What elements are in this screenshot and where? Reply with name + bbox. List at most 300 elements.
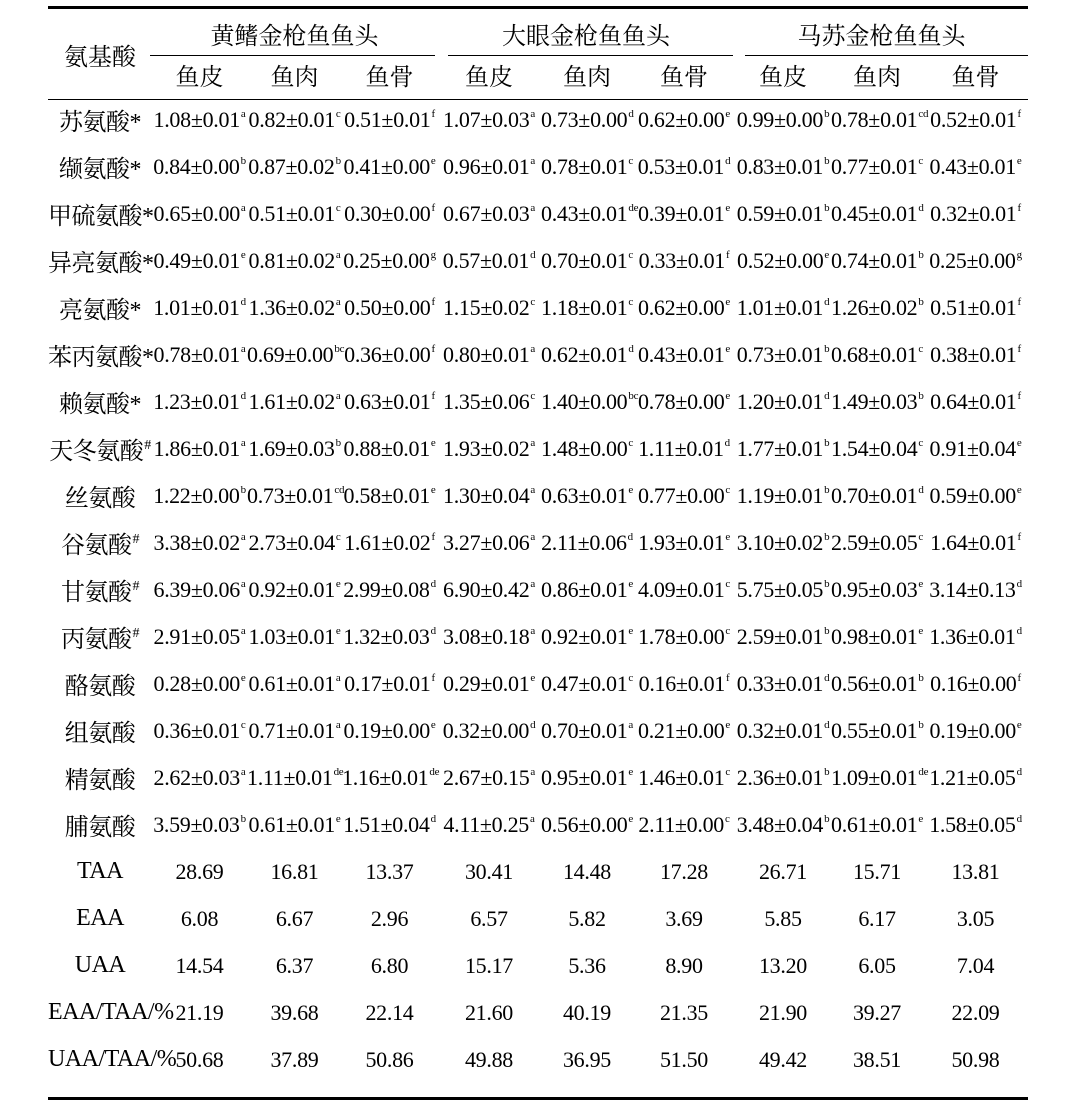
- value-cell: [735, 754, 831, 801]
- amino-acid-name: 天冬氨酸#: [49, 438, 151, 465]
- value-cell: [247, 284, 342, 331]
- cell-value: 1.23±0.01: [153, 388, 240, 414]
- significance-letter: f: [726, 248, 730, 261]
- value-cell: [437, 1036, 541, 1083]
- significance-letter: d: [628, 107, 634, 120]
- cell-value: 6.67: [275, 905, 314, 931]
- value-cell: [831, 237, 923, 284]
- cell-value: 0.56±0.00: [541, 811, 628, 837]
- value-cell: [247, 1036, 342, 1083]
- cell-value: 1.78±0.00: [638, 623, 725, 649]
- significance-letter: a: [240, 107, 246, 120]
- group-header: 大眼金枪鱼鱼头: [502, 23, 670, 50]
- top-rule: [48, 6, 1028, 9]
- value-cell: [437, 472, 541, 519]
- significance-letter: d: [724, 436, 730, 449]
- value-cell: [831, 613, 923, 660]
- value-cell: [437, 425, 541, 472]
- cell-value: 0.29±0.01: [443, 670, 530, 696]
- cell-value: 1.26±0.02: [831, 294, 918, 320]
- value-cell: [923, 1036, 1028, 1083]
- cell-value: 50.86: [365, 1046, 414, 1072]
- value-cell: [831, 425, 923, 472]
- value-cell: [633, 942, 735, 989]
- cell-value: 3.14±0.13: [929, 576, 1016, 602]
- significance-letter: b: [824, 436, 830, 449]
- cell-value: 0.43±0.01: [638, 341, 725, 367]
- value-cell: [831, 472, 923, 519]
- cell-value: 16.81: [270, 858, 319, 884]
- cell-value: 0.95±0.01: [541, 764, 628, 790]
- significance-letter: f: [1017, 342, 1021, 355]
- corner-header: 氨基酸: [64, 45, 136, 71]
- significance-letter: e: [335, 577, 341, 590]
- significance-letter: a: [628, 718, 633, 731]
- significance-letter: de: [628, 201, 639, 214]
- value-cell: [247, 660, 342, 707]
- table-row: [48, 613, 1028, 660]
- significance-letter: d: [1016, 812, 1022, 825]
- cell-value: 14.48: [562, 858, 611, 884]
- cell-value: 0.43±0.01: [541, 200, 628, 226]
- significance-letter: b: [918, 718, 924, 731]
- value-cell: [633, 96, 735, 143]
- significance-letter: e: [430, 436, 436, 449]
- cell-value: 0.68±0.01: [831, 341, 918, 367]
- cell-value: 28.69: [175, 858, 224, 884]
- value-cell: [541, 989, 633, 1036]
- amino-acid-name: TAA: [77, 858, 123, 884]
- cell-value: 0.17±0.01: [344, 670, 431, 696]
- cell-value: 0.99±0.00: [736, 106, 824, 132]
- table-body: [48, 96, 1028, 1083]
- cell-value: 0.53±0.01: [637, 153, 725, 179]
- significance-letter: d: [918, 201, 924, 214]
- value-cell: [735, 613, 831, 660]
- group-header: 马苏金枪鱼鱼头: [797, 23, 966, 50]
- table-row: [48, 378, 1028, 425]
- significance-letter: a: [335, 671, 341, 684]
- significance-letter: de: [429, 765, 440, 778]
- significance-letter: c: [628, 436, 633, 449]
- value-cell: [923, 660, 1028, 707]
- cell-value: 0.74±0.01: [831, 247, 918, 273]
- significance-letter: e: [725, 201, 730, 214]
- value-cell: [633, 754, 735, 801]
- cell-value: 0.77±0.00: [638, 482, 725, 508]
- table-row: [48, 96, 1028, 143]
- significance-letter: e: [430, 718, 436, 731]
- cell-value: 2.59±0.01: [736, 623, 824, 649]
- cell-value: 0.83±0.01: [736, 153, 824, 179]
- cell-value: 0.92±0.01: [541, 623, 628, 649]
- significance-letter: d: [530, 248, 536, 261]
- cell-value: 49.88: [464, 1046, 513, 1072]
- cell-value: 1.69±0.03: [248, 435, 335, 461]
- significance-letter: c: [725, 624, 730, 637]
- significance-letter: a: [530, 577, 535, 590]
- value-cell: [247, 801, 342, 848]
- significance-letter: e: [725, 530, 730, 543]
- value-cell: [633, 660, 735, 707]
- value-cell: [923, 801, 1028, 848]
- cell-value: 0.70±0.01: [541, 717, 628, 743]
- value-cell: [735, 989, 831, 1036]
- value-cell: [831, 519, 923, 566]
- significance-letter: c: [725, 765, 730, 778]
- amino-acid-name: 异亮氨酸*: [48, 251, 154, 277]
- value-cell: [247, 96, 342, 143]
- significance-letter: e: [725, 718, 730, 731]
- cell-value: 6.17: [858, 905, 896, 931]
- amino-acid-name: 酪氨酸: [64, 674, 136, 700]
- significance-letter: a: [240, 765, 246, 778]
- significance-letter: b: [335, 436, 341, 449]
- value-cell: [923, 754, 1028, 801]
- table-row: [48, 237, 1028, 284]
- value-cell: [541, 425, 633, 472]
- cell-value: 0.64±0.01: [930, 388, 1017, 414]
- significance-letter: b: [918, 671, 924, 684]
- cell-value: 0.32±0.01: [736, 717, 824, 743]
- cell-value: 13.81: [951, 858, 1000, 884]
- value-cell: [633, 566, 735, 613]
- cell-value: 26.71: [758, 858, 807, 884]
- value-cell: [342, 190, 437, 237]
- cell-value: 0.70±0.01: [541, 247, 628, 273]
- value-cell: [541, 284, 633, 331]
- value-cell: [437, 942, 541, 989]
- value-cell: [342, 989, 437, 1036]
- cell-value: 51.50: [659, 1046, 708, 1072]
- significance-letter: f: [431, 295, 435, 308]
- significance-letter: c: [918, 342, 923, 355]
- value-cell: [831, 143, 923, 190]
- cell-value: 0.56±0.01: [831, 670, 918, 696]
- value-cell: [342, 284, 437, 331]
- cell-value: 0.51±0.01: [248, 200, 335, 226]
- cell-value: 1.86±0.01: [153, 435, 240, 461]
- cell-value: 1.03±0.01: [248, 623, 335, 649]
- cell-value: 21.19: [175, 999, 224, 1025]
- value-cell: [735, 519, 831, 566]
- value-cell: [342, 942, 437, 989]
- cell-value: 0.19±0.00: [343, 717, 430, 743]
- value-cell: [541, 472, 633, 519]
- value-cell: [437, 237, 541, 284]
- cell-value: 0.82±0.01: [248, 106, 335, 132]
- value-cell: [342, 237, 437, 284]
- significance-letter: e: [725, 342, 730, 355]
- value-cell: [437, 613, 541, 660]
- amino-acid-name: 谷氨酸#: [61, 532, 139, 559]
- cell-value: 1.36±0.02: [248, 294, 335, 320]
- significance-letter: e: [725, 295, 730, 308]
- significance-letter: a: [530, 624, 535, 637]
- cell-value: 40.19: [562, 999, 611, 1025]
- value-cell: [633, 1036, 735, 1083]
- significance-letter: f: [431, 389, 435, 402]
- cell-value: 0.41±0.00: [343, 153, 430, 179]
- significance-letter: c: [724, 812, 730, 825]
- amino-acid-name: 苏氨酸*: [59, 110, 141, 136]
- cell-value: 0.73±0.01: [247, 482, 334, 508]
- cell-value: 1.61±0.02: [248, 388, 335, 414]
- value-cell: [342, 566, 437, 613]
- significance-letter: c: [725, 483, 730, 496]
- value-cell: [831, 566, 923, 613]
- cell-value: 3.05: [956, 905, 995, 931]
- value-cell: [541, 848, 633, 895]
- table-row: [48, 190, 1028, 237]
- significance-letter: a: [530, 530, 535, 543]
- cell-value: 0.58±0.01: [343, 482, 430, 508]
- cell-value: 1.54±0.04: [831, 435, 918, 461]
- value-cell: [437, 284, 541, 331]
- value-cell: [831, 331, 923, 378]
- significance-letter: b: [240, 812, 246, 825]
- value-cell: [342, 801, 437, 848]
- amino-acid-name: 精氨酸: [64, 768, 136, 794]
- cell-value: 0.78±0.00: [638, 388, 725, 414]
- cell-value: 3.27±0.06: [443, 529, 530, 555]
- value-cell: [735, 895, 831, 942]
- cell-value: 1.35±0.06: [443, 388, 530, 414]
- significance-letter: f: [1017, 530, 1021, 543]
- significance-letter: g: [1016, 248, 1022, 261]
- significance-letter: e: [1016, 483, 1022, 496]
- cell-value: 0.95±0.03: [831, 576, 918, 602]
- amino-acid-name: UAA/TAA/%: [48, 1046, 177, 1072]
- subheader-row: [48, 53, 1028, 96]
- table-row: [48, 284, 1028, 331]
- significance-letter: d: [240, 389, 246, 402]
- value-cell: [152, 942, 247, 989]
- significance-letter: e: [1016, 718, 1022, 731]
- cell-value: 3.69: [665, 905, 703, 931]
- value-cell: [831, 801, 923, 848]
- cell-value: 0.52±0.01: [930, 106, 1017, 132]
- value-cell: [541, 566, 633, 613]
- cell-value: 0.73±0.01: [736, 341, 824, 367]
- significance-letter: e: [530, 671, 535, 684]
- significance-letter: d: [430, 812, 436, 825]
- value-cell: [152, 425, 247, 472]
- value-cell: [541, 942, 633, 989]
- value-cell: [735, 472, 831, 519]
- cell-value: 0.25±0.00: [343, 247, 430, 273]
- cell-value: 6.90±0.42: [443, 576, 530, 602]
- value-cell: [437, 848, 541, 895]
- significance-letter: a: [530, 201, 535, 214]
- cell-value: 50.68: [175, 1046, 224, 1072]
- cell-value: 6.57: [470, 905, 508, 931]
- cell-value: 0.78±0.01: [541, 153, 628, 179]
- value-cell: [831, 284, 923, 331]
- significance-letter: e: [628, 765, 633, 778]
- significance-letter: e: [918, 624, 923, 637]
- table-row: [48, 942, 1028, 989]
- value-cell: [247, 566, 342, 613]
- table-row: [48, 848, 1028, 895]
- cell-value: 8.90: [665, 952, 703, 978]
- value-cell: [342, 143, 437, 190]
- amino-acid-name: EAA: [76, 905, 124, 931]
- cell-value: 0.30±0.00: [344, 200, 431, 226]
- value-cell: [541, 801, 633, 848]
- value-cell: [541, 1036, 633, 1083]
- cell-value: 1.01±0.01: [736, 294, 824, 320]
- cell-value: 1.48±0.00: [541, 435, 628, 461]
- cell-value: 2.11±0.06: [541, 529, 627, 555]
- value-cell: [923, 190, 1028, 237]
- significance-letter: bc: [628, 389, 639, 402]
- significance-letter: b: [240, 483, 246, 496]
- value-cell: [342, 519, 437, 566]
- significance-letter: a: [240, 436, 246, 449]
- significance-letter: a: [529, 812, 535, 825]
- value-cell: [633, 190, 735, 237]
- significance-letter: e: [430, 483, 436, 496]
- cell-value: 0.55±0.01: [831, 717, 918, 743]
- cell-value: 3.38±0.02: [153, 529, 240, 555]
- significance-letter: e: [628, 624, 633, 637]
- significance-letter: f: [431, 342, 435, 355]
- cell-value: 0.63±0.01: [541, 482, 628, 508]
- significance-letter: c: [530, 389, 535, 402]
- cell-value: 13.20: [758, 952, 807, 978]
- value-cell: [152, 754, 247, 801]
- cell-value: 0.96±0.01: [443, 153, 530, 179]
- cell-value: 13.37: [365, 858, 414, 884]
- cell-value: 1.30±0.04: [443, 482, 530, 508]
- significance-letter: e: [430, 154, 436, 167]
- value-cell: [247, 754, 342, 801]
- value-cell: [342, 754, 440, 801]
- significance-letter: b: [824, 812, 830, 825]
- value-cell: [541, 613, 633, 660]
- table-row: [48, 425, 1028, 472]
- value-cell: [923, 707, 1028, 754]
- significance-letter: f: [431, 530, 435, 543]
- subcolumn-header: 鱼皮: [759, 65, 807, 91]
- value-cell: [633, 425, 735, 472]
- cell-value: 21.35: [659, 999, 708, 1025]
- significance-letter: c: [335, 530, 341, 543]
- cell-value: 0.57±0.01: [442, 247, 530, 273]
- table-row: [48, 143, 1028, 190]
- value-cell: [152, 284, 247, 331]
- value-cell: [437, 519, 541, 566]
- cell-value: 0.32±0.01: [930, 200, 1017, 226]
- cell-value: 0.47±0.01: [541, 670, 628, 696]
- significance-letter: d: [824, 671, 830, 684]
- cell-value: 0.59±0.00: [929, 482, 1016, 508]
- amino-acid-name: 缬氨酸*: [59, 157, 141, 183]
- subcolumn-header: 鱼皮: [175, 65, 224, 91]
- significance-letter: g: [430, 248, 436, 261]
- value-cell: [437, 754, 541, 801]
- cell-value: 0.65±0.00: [153, 200, 240, 226]
- significance-letter: b: [824, 577, 830, 590]
- value-cell: [923, 895, 1028, 942]
- cell-value: 1.21±0.05: [929, 764, 1016, 790]
- cell-value: 0.86±0.01: [541, 576, 628, 602]
- value-cell: [831, 190, 923, 237]
- cell-value: 30.41: [464, 858, 513, 884]
- value-cell: [437, 143, 541, 190]
- cell-value: 1.93±0.02: [443, 435, 530, 461]
- value-cell: [152, 378, 247, 425]
- value-cell: [831, 989, 923, 1036]
- significance-letter: b: [824, 107, 830, 120]
- value-cell: [923, 519, 1028, 566]
- cell-value: 50.98: [951, 1046, 1000, 1072]
- significance-letter: f: [1017, 389, 1021, 402]
- cell-value: 5.82: [568, 905, 606, 931]
- cell-value: 0.91±0.04: [929, 435, 1016, 461]
- significance-letter: c: [335, 201, 341, 214]
- cell-value: 7.04: [956, 952, 995, 978]
- amino-acid-name: UAA: [74, 952, 126, 978]
- value-cell: [342, 895, 437, 942]
- amino-acid-table: [48, 13, 1028, 1083]
- significance-letter: f: [1017, 107, 1021, 120]
- significance-letter: e: [725, 389, 730, 402]
- cell-value: 38.51: [852, 1046, 901, 1072]
- amino-acid-name: 甲硫氨酸*: [48, 204, 154, 230]
- value-cell: [437, 989, 541, 1036]
- table-row: [48, 566, 1028, 613]
- cell-value: 0.59±0.01: [736, 200, 824, 226]
- value-cell: [152, 707, 247, 754]
- cell-value: 1.18±0.01: [541, 294, 628, 320]
- cell-value: 1.19±0.01: [736, 482, 824, 508]
- cell-value: 1.51±0.04: [343, 811, 430, 837]
- cell-value: 1.22±0.00: [153, 482, 240, 508]
- cell-value: 1.09±0.01: [831, 764, 918, 790]
- table-row: [48, 1036, 1028, 1083]
- amino-acid-name: 甘氨酸#: [61, 579, 139, 606]
- amino-acid-name: 亮氨酸*: [59, 298, 141, 324]
- cell-value: 1.08±0.01: [153, 106, 240, 132]
- significance-letter: a: [530, 154, 535, 167]
- amino-acid-name: 丙氨酸#: [61, 626, 139, 653]
- cell-value: 3.10±0.02: [736, 529, 824, 555]
- significance-letter: b: [824, 201, 830, 214]
- value-cell: [923, 472, 1028, 519]
- table-row: [48, 472, 1028, 519]
- value-cell: [152, 801, 247, 848]
- value-cell: [437, 660, 541, 707]
- value-cell: [735, 1036, 831, 1083]
- value-cell: [633, 331, 735, 378]
- subcolumn-header: 鱼皮: [465, 65, 513, 91]
- significance-letter: e: [824, 248, 829, 261]
- value-cell: [247, 425, 342, 472]
- value-cell: [923, 942, 1028, 989]
- cell-value: 0.71±0.01: [248, 717, 335, 743]
- cell-value: 0.21±0.00: [638, 717, 725, 743]
- value-cell: [152, 190, 247, 237]
- cell-value: 0.38±0.01: [930, 341, 1017, 367]
- significance-letter: d: [725, 154, 731, 167]
- table-row: [48, 331, 1028, 378]
- value-cell: [633, 895, 735, 942]
- value-cell: [735, 237, 831, 284]
- cell-value: 0.51±0.01: [344, 106, 431, 132]
- significance-letter: e: [1016, 154, 1022, 167]
